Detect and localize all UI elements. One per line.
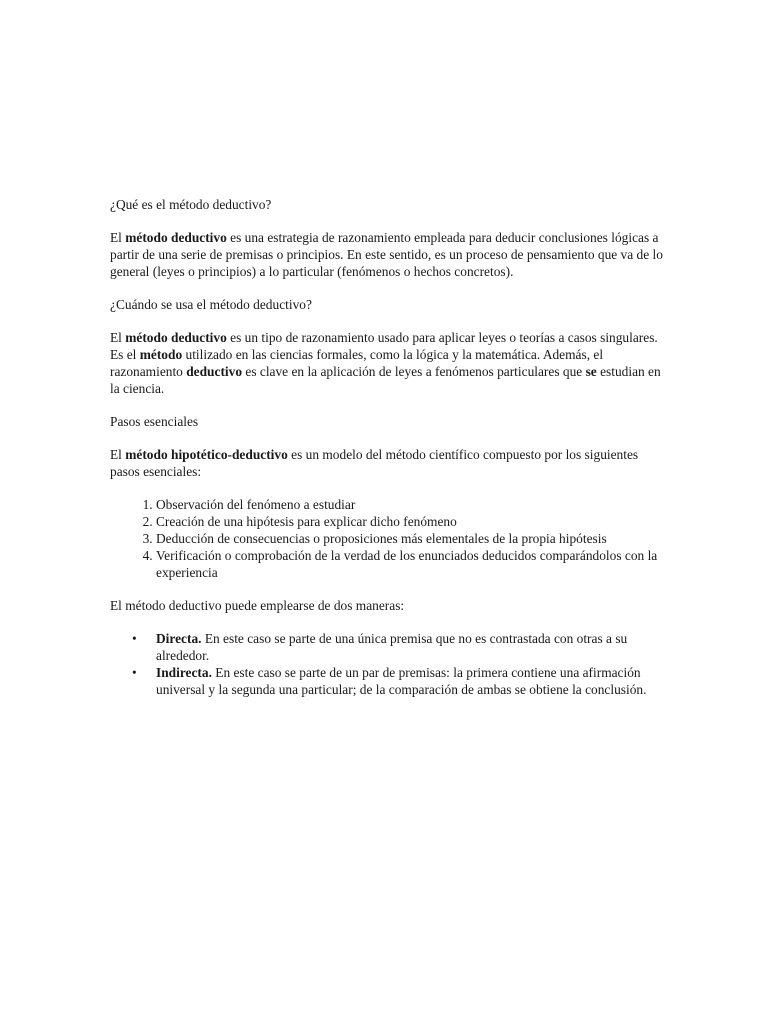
bullet-icon: • bbox=[132, 631, 137, 646]
paragraph-usage bbox=[110, 329, 670, 397]
text-span: El bbox=[110, 330, 126, 345]
text-span: es un tipo de razonamiento usado para aplicar leyes o teorías a casos singulares. Es el bbox=[110, 330, 658, 362]
list-item bbox=[132, 664, 670, 698]
text-span: estudian en la ciencia. bbox=[110, 364, 661, 396]
text-span: utilizado en las ciencias formales, como la lógica y la matemática. Además, el razonamiento bbox=[110, 347, 604, 379]
text-span: En este caso se parte de un par de premisas: la primera contiene una afirmación universal y la segunda una particular; de la comparación de ambas se obtiene la conclusión. bbox=[156, 665, 647, 697]
bold-term: Directa. bbox=[156, 631, 202, 646]
paragraph-two-ways: El método deductivo puede emplearse de dos maneras: bbox=[110, 598, 405, 613]
list-item: 4. Verificación o comprobación de la verdad de los enunciados deducidos comparándolos con la experiencia bbox=[156, 547, 670, 581]
document-page bbox=[110, 196, 670, 698]
ways-list bbox=[110, 630, 670, 698]
text-span: El bbox=[110, 447, 126, 462]
bold-term: método bbox=[139, 347, 183, 362]
text-span: En este caso se parte de una única premisa que no es contrastada con otras a su alrededor. bbox=[156, 631, 628, 663]
bullet-icon: • bbox=[132, 665, 137, 680]
text-span: es una estrategia de razonamiento empleada para deducir conclusiones lógicas a partir de una serie de premisas o principios. En este sentido, es un proceso de pensamiento que va de lo general (leyes o principios) a lo particular (fenómenos o hechos concretos). bbox=[110, 230, 663, 279]
bold-term: Indirecta. bbox=[156, 665, 212, 680]
steps-list bbox=[110, 496, 670, 581]
heading-what-is: ¿Qué es el método deductivo? bbox=[110, 197, 272, 212]
bold-term: método deductivo bbox=[125, 230, 227, 245]
list-item: 1. Observación del fenómeno a estudiar bbox=[156, 496, 670, 513]
bold-term: se bbox=[585, 364, 597, 379]
paragraph-hypothetico-deductive bbox=[110, 446, 670, 480]
bold-term: método deductivo bbox=[125, 330, 227, 345]
list-item bbox=[132, 630, 670, 664]
paragraph-definition bbox=[110, 229, 670, 280]
text-span: es un modelo del método científico compuesto por los siguientes pasos esenciales: bbox=[110, 447, 639, 479]
bold-term: método hipotético-deductivo bbox=[125, 447, 288, 462]
bold-term: deductivo bbox=[186, 364, 243, 379]
heading-when-used: ¿Cuándo se usa el método deductivo? bbox=[110, 297, 312, 312]
list-item: 3. Deducción de consecuencias o proposiciones más elementales de la propia hipótesis bbox=[156, 530, 670, 547]
heading-steps: Pasos esenciales bbox=[110, 414, 199, 429]
list-item: 2. Creación de una hipótesis para explicar dicho fenómeno bbox=[156, 513, 670, 530]
text-span: es clave en la aplicación de leyes a fenómenos particulares que bbox=[242, 364, 586, 379]
text-span: El bbox=[110, 230, 126, 245]
